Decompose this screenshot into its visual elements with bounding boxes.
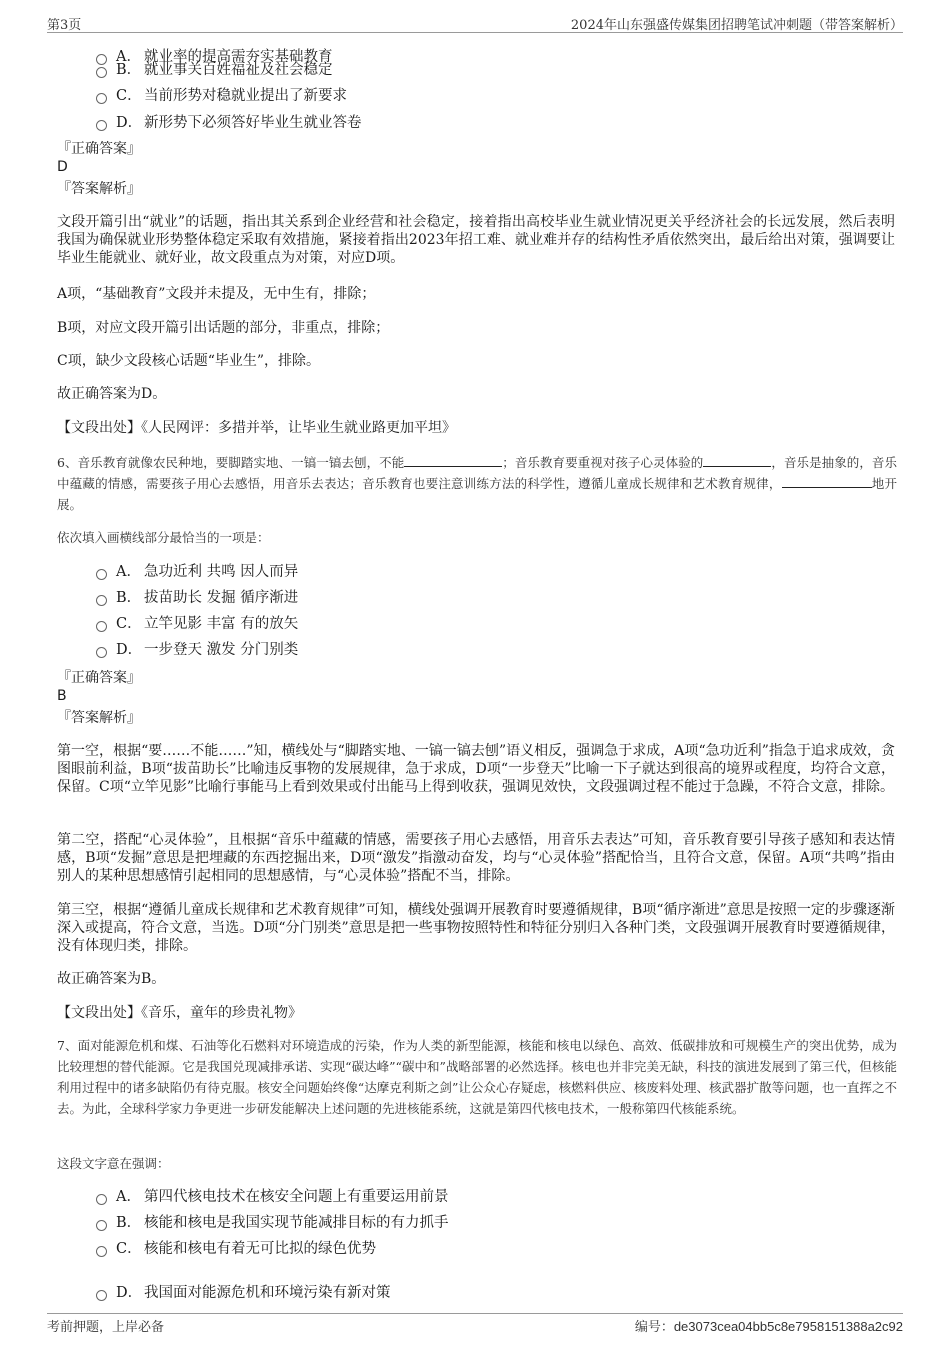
q6-analysis-para: 故正确答案为B。 xyxy=(57,971,166,987)
radio-icon[interactable] xyxy=(96,93,107,104)
blank-2 xyxy=(703,454,771,467)
q7-prompt: 这段文字意在强调： xyxy=(57,1156,170,1171)
q5-analysis-para: 故正确答案为D。 xyxy=(57,386,167,402)
radio-icon[interactable] xyxy=(96,1246,107,1257)
q6-analysis-para: 第一空，根据“要……不能……”知，横线处与“脚踏实地、一镐一镐去刨”语义相反，强调急于求成，A项“急功近利”指急于追求成效，贪图眼前利益，B项“拔苗助长”比喻违反事物的发展规律，急于求成，D项“一步登天”比喻一下子就达到很高的境界或程度，均符合文意，保留。C项“立竿见影”比喻行事能马上看到效果或付出能马上得到收获，强调见效快，文段强调过程不能过于急躁，不符合文意，排除。 xyxy=(57,743,895,796)
radio-icon[interactable] xyxy=(96,67,107,78)
radio-icon[interactable] xyxy=(96,120,107,131)
q6-answer-label: 『正确答案』 xyxy=(57,670,141,686)
radio-icon[interactable] xyxy=(96,1220,107,1231)
radio-icon[interactable] xyxy=(96,1290,107,1301)
document-code: 编号：de3073cea04bb5c8e7958151388a2c92 xyxy=(634,1319,903,1335)
q5-analysis-para: B项，对应文段开篇引出话题的部分，非重点，排除； xyxy=(57,320,390,336)
page-number: 第3页 xyxy=(47,18,82,33)
blank-3 xyxy=(782,475,872,488)
radio-icon[interactable] xyxy=(96,569,107,580)
footer-slogan: 考前押题，上岸必备 xyxy=(47,1320,165,1335)
q5-option-a[interactable]: A． 就业率的提高需夯实基础教育 xyxy=(96,48,333,66)
radio-icon[interactable] xyxy=(96,1194,107,1205)
q5-analysis-label: 『答案解析』 xyxy=(57,181,141,197)
q5-source: 【文段出处】《人民网评：多措并举，让毕业生就业路更加平坦》 xyxy=(57,420,456,436)
q6-source: 【文段出处】《音乐，童年的珍贵礼物》 xyxy=(57,1005,302,1021)
page-footer xyxy=(47,1313,903,1334)
q5-option-c[interactable]: C． 当前形势对稳就业提出了新要求 xyxy=(96,87,347,105)
document-title: 2024年山东强盛传媒集团招聘笔试冲刺题（带答案解析） xyxy=(570,18,903,33)
q5-option-d[interactable]: D． 新形势下必须答好毕业生就业答卷 xyxy=(96,114,362,132)
q7-option-d[interactable]: D． 我国面对能源危机和环境污染有新对策 xyxy=(96,1284,391,1302)
q7-option-c[interactable]: C． 核能和核电有着无可比拟的绿色优势 xyxy=(96,1240,376,1258)
q5-answer-label: 『正确答案』 xyxy=(57,141,141,157)
q6-option-d[interactable]: D． 一步登天 激发 分门别类 xyxy=(96,641,298,659)
radio-icon[interactable] xyxy=(96,595,107,606)
q7-option-a[interactable]: A． 第四代核电技术在核安全问题上有重要运用前景 xyxy=(96,1188,449,1206)
blank-1 xyxy=(404,454,502,467)
q6-prompt: 依次填入画横线部分最恰当的一项是： xyxy=(57,530,270,545)
page-header xyxy=(47,14,903,33)
radio-icon[interactable] xyxy=(96,621,107,632)
q5-analysis-para: A项，“基础教育”文段并未提及，无中生有，排除； xyxy=(57,286,376,302)
q6-answer: B xyxy=(57,688,67,704)
q5-analysis-para: C项，缺少文段核心话题“毕业生”，排除。 xyxy=(57,353,321,369)
q5-answer: D xyxy=(57,159,68,175)
q7-stem: 7、面对能源危机和煤、石油等化石燃料对环境造成的污染，作为人类的新型能源，核能和核电以绿色、高效、低碳排放和可规模生产的突出优势，成为比较理想的替代能源。它是我国兑现减排承诺、实现“碳达峰”“碳中和”战略部署的必然选择。核电也并非完美无缺，科技的演进发展到了第三代，但核能利用过程中的诸多缺陷仍有待克服。核安全问题始终像“达摩克利斯之剑”让公众心存疑虑，核燃料供应、核废料处理、核武器扩散等问题，也一直挥之不去。为此，全球科学家力争更进一步研发能解决上述问题的先进核能系统，这就是第四代核电技术，一般称第四代核能系统。 xyxy=(57,1038,897,1116)
q6-analysis-label: 『答案解析』 xyxy=(57,710,141,726)
q6-stem: 6、音乐教育就像农民种地，要脚踏实地、一镐一镐去刨，不能 ；音乐教育要重视对孩子心灵体验的 ，音乐是抽象的，音乐中蕴藏的情感，需要孩子用心去感悟，用音乐去表达；音乐教育也要注意训练方法的科学性，遵循儿童成长规律和艺术教育规律， 地开展。 xyxy=(57,455,897,512)
q6-option-b[interactable]: B． 拔苗助长 发掘 循序渐进 xyxy=(96,589,298,607)
q6-option-a[interactable]: A． 急功近利 共鸣 因人而异 xyxy=(96,563,298,581)
q6-option-c[interactable]: C． 立竿见影 丰富 有的放矢 xyxy=(96,615,298,633)
q6-analysis-para: 第二空，搭配“心灵体验”，且根据“音乐中蕴藏的情感，需要孩子用心去感悟，用音乐去表达”可知，音乐教育要引导孩子感知和表达情感，B项“发掘”意思是把埋藏的东西挖掘出来，D项“激发”指激动奋发，均与“心灵体验”搭配恰当，且符合文意，保留。A项“共鸣”指由别人的某种思想感情引起相同的思想感情，与“心灵体验”搭配不当，排除。 xyxy=(57,832,895,885)
radio-icon[interactable] xyxy=(96,647,107,658)
q5-option-b[interactable]: B． 就业事关百姓福祉及社会稳定 xyxy=(96,61,333,79)
q6-analysis-para: 第三空，根据“遵循儿童成长规律和艺术教育规律”可知，横线处强调开展教育时要遵循规律，B项“循序渐进”意思是按照一定的步骤逐渐深入或提高，符合文意，当选。D项“分门别类”意思是把一些事物按照特性和特征分别归入各种门类，文段强调开展教育时要遵循规律，没有体现归类，排除。 xyxy=(57,902,895,955)
q7-option-b[interactable]: B． 核能和核电是我国实现节能减排目标的有力抓手 xyxy=(96,1214,449,1232)
q5-analysis-para: 文段开篇引出“就业”的话题，指出其关系到企业经营和社会稳定，接着指出高校毕业生就业情况更关乎经济社会的长远发展，然后表明我国为确保就业形势整体稳定采取有效措施，紧接着指出2023年招工难、就业难并存的结构性矛盾依然突出，最后给出对策，强调要让毕业生能就业、就好业，故文段重点为对策，对应D项。 xyxy=(57,214,895,267)
